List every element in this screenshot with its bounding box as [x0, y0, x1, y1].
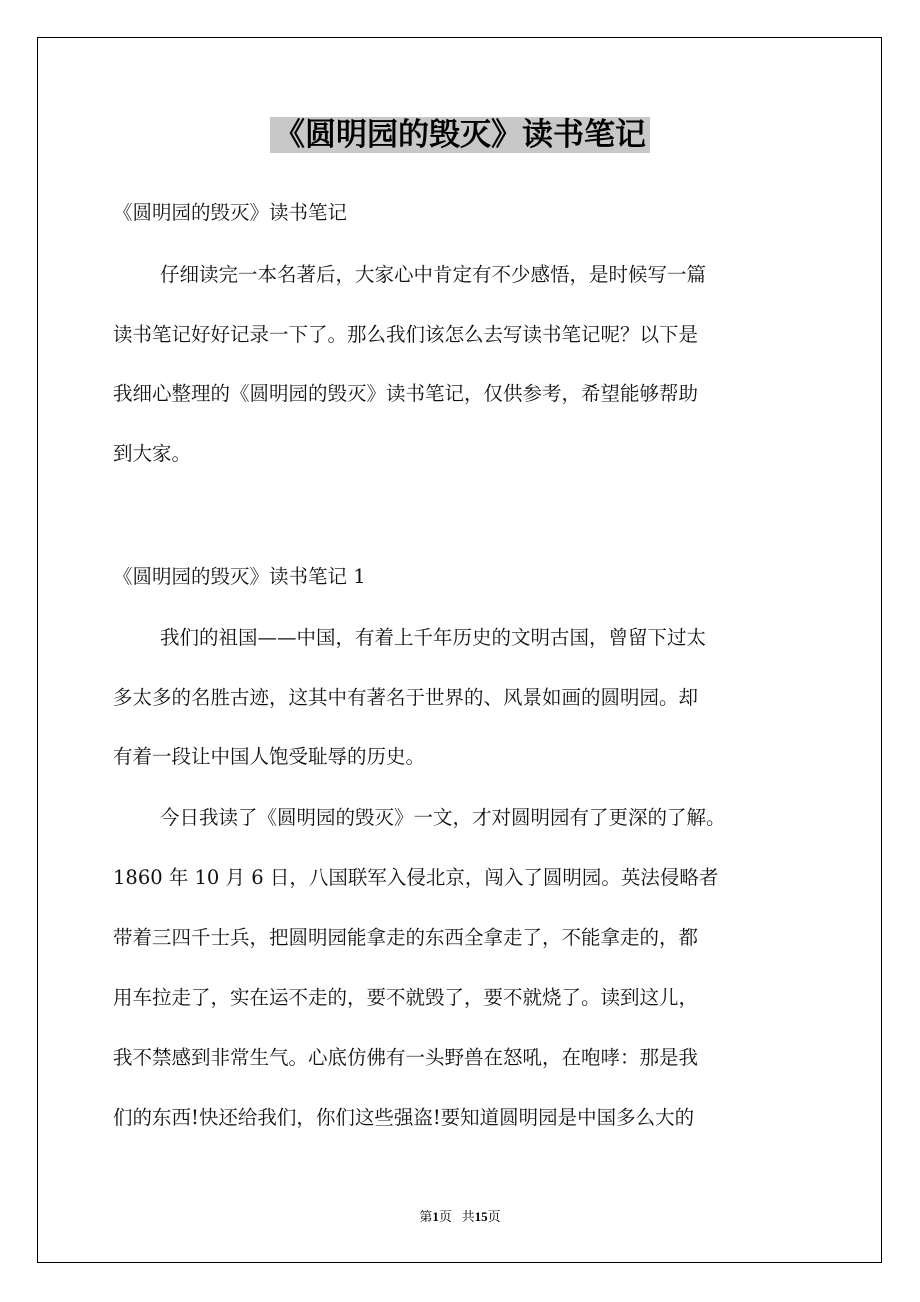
subtitle: 《圆明园的毁灭》读书笔记 — [113, 201, 348, 224]
footer-page-suffix: 页 — [438, 1209, 452, 1224]
intro-line-4: 到大家。 — [113, 442, 192, 465]
para2-line-6: 们的东西!快还给我们，你们这些强盗!要知道圆明园是中国多么大的 — [113, 1106, 695, 1129]
para2-line-5: 我不禁感到非常生气。心底仿佛有一头野兽在怒吼，在咆哮：那是我 — [113, 1046, 699, 1069]
intro-line-3: 我细心整理的《圆明园的毁灭》读书笔记，仅供参考，希望能够帮助 — [113, 382, 699, 405]
total-page-count: 15 — [474, 1209, 488, 1224]
page-footer — [0, 1206, 920, 1225]
footer-prefix: 第 — [419, 1209, 433, 1224]
para1-line-3: 有着一段让中国人饱受耻辱的历史。 — [113, 745, 426, 768]
intro-line-1: 仔细读完一本名著后，大家心中肯定有不少感悟，是时候写一篇 — [160, 263, 707, 286]
intro-line-2: 读书笔记好好记录一下了。那么我们该怎么去写读书笔记呢？以下是 — [113, 323, 699, 346]
para2-line-3: 带着三四千士兵，把圆明园能拿走的东西全拿走了，不能拿走的，都 — [113, 926, 699, 949]
document-title — [0, 113, 920, 157]
para1-line-2: 多太多的名胜古迹，这其中有著名于世界的、风景如画的圆明园。却 — [113, 686, 699, 709]
document-title-text: 《圆明园的毁灭》读书笔记 — [270, 117, 650, 153]
current-page-number: 1 — [432, 1209, 439, 1224]
para1-line-1: 我们的祖国——中国，有着上千年历史的文明古国，曾留下过太 — [160, 626, 707, 649]
para2-line-1: 今日我读了《圆明园的毁灭》一文，才对圆明园有了更深的了解。 — [160, 806, 726, 829]
footer-total-prefix: 共 — [461, 1209, 475, 1224]
para2-line-2: 1860 年 10 月 6 日，八国联军入侵北京，闯入了圆明园。英法侵略者 — [113, 866, 719, 889]
footer-total-suffix: 页 — [487, 1209, 501, 1224]
section-heading: 《圆明园的毁灭》读书笔记 1 — [113, 565, 366, 588]
para2-line-4: 用车拉走了，实在运不走的，要不就毁了，要不就烧了。读到这儿， — [113, 986, 699, 1009]
